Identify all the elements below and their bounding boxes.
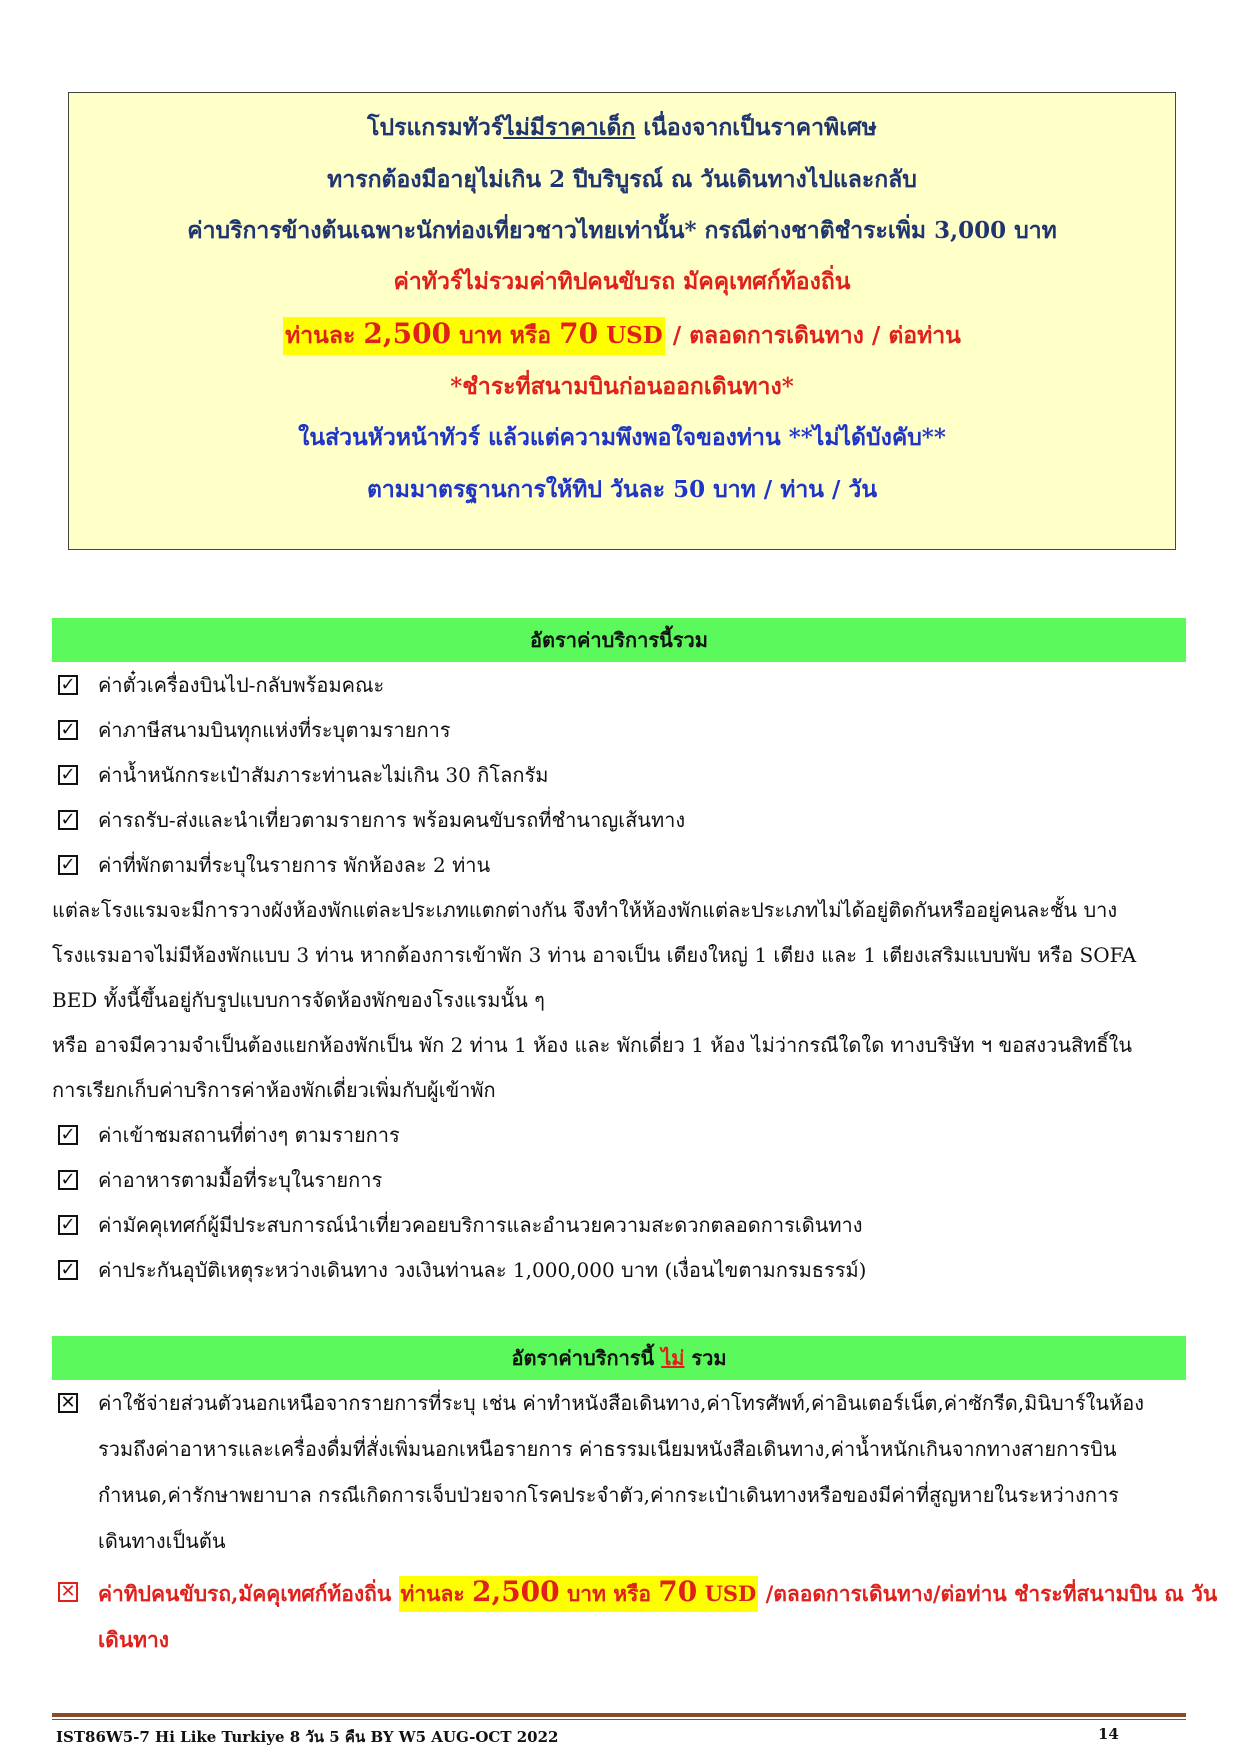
highlighted-price: ท่านละ 2,500 บาท หรือ 70 USD <box>399 1576 759 1612</box>
notice-text: / ตลอดการเดินทาง / ต่อท่าน <box>664 322 961 349</box>
excluded-header: อัตราค่าบริการนี้ ไม่ รวม <box>52 1336 1186 1380</box>
excluded-tip-line: เดินทาง <box>98 1627 170 1652</box>
notice-tip-price <box>69 317 1175 353</box>
checked-box-icon: ✓ <box>58 675 78 695</box>
checked-box-icon: ✓ <box>58 1170 78 1190</box>
notice-text: เนื่องจากเป็นราคาพิเศษ <box>635 114 877 141</box>
checked-box-icon: ✓ <box>58 1260 78 1280</box>
notice-tour-leader: ในส่วนหัวหน้าทัวร์ แล้วแต่ความพึงพอใจของท่าน **ไม่ได้บังคับ** <box>298 424 946 451</box>
checked-box-icon: ✓ <box>58 855 78 875</box>
excluded-item-line: กำหนด,ค่ารักษาพยาบาล กรณีเกิดการเจ็บป่วยจากโรคประจำตัว,ค่ากระเป๋าเดินทางหรือของมีค่าที่สูญหายในระหว่างการ <box>98 1483 1119 1507</box>
notice-infant-age: ทารกต้องมีอายุไม่เกิน 2 ปีบริบูรณ์ ณ วันเดินทางไปและกลับ <box>327 166 917 193</box>
checked-box-icon: ✓ <box>58 1215 78 1235</box>
notice-underlined-text: ไม่มีราคาเด็ก <box>503 114 636 141</box>
excluded-item-line: ค่าใช้จ่ายส่วนตัวนอกเหนือจากรายการที่ระบุ เช่น ค่าทำหนังสือเดินทาง,ค่าโทรศัพท์,ค่าอินเตอร์เน็ต,ค่าซักรีด,มินิบาร์ในห้อง <box>98 1391 1145 1415</box>
checked-box-icon: ✓ <box>58 810 78 830</box>
page-number: 14 <box>1098 1725 1119 1743</box>
notice-tip-excluded: ค่าทัวร์ไม่รวมค่าทิปคนขับรถ มัคคุเทศก์ท้องถิ่น <box>393 268 851 295</box>
excluded-tip-line: ค่าทิปคนขับรถ,มัคคุเทศก์ท้องถิ่น ท่านละ 2,500 บาท หรือ 70 USD /ตลอดการเดินทาง/ต่อท่าน ชำระที่สนามบิน ณ วัน <box>98 1577 1186 1609</box>
highlighted-price: ท่านละ 2,500 บาท หรือ 70 USD <box>283 317 665 355</box>
notice-thai-only: ค่าบริการข้างต้นเฉพาะนักท่องเที่ยวชาวไทยเท่านั้น* กรณีต่างชาติชำระเพิ่ม 3,000 บาท <box>187 217 1057 244</box>
notice-tip-standard: ตามมาตรฐานการให้ทิป วันละ 50 บาท / ท่าน / วัน <box>366 476 878 503</box>
notice-no-child-price <box>69 111 1175 145</box>
footer-program-code: IST86W5-7 Hi Like Turkiye 8 วัน 5 คืน BY W5 AUG-OCT 2022 <box>56 1728 559 1746</box>
included-header: อัตราค่าบริการนี้รวม <box>52 618 1186 662</box>
notice-text: โปรแกรมทัวร์ <box>367 114 504 141</box>
excluded-item-line: รวมถึงค่าอาหารและเครื่องดื่มที่สั่งเพิ่มนอกเหนือรายการ ค่าธรรมเนียมหนังสือเดินทาง,ค่าน้ำหนักเกินจากทางสายการบิน <box>98 1437 1117 1461</box>
room-layout-paragraph-line: แต่ละโรงแรมจะมีการวางผังห้องพักแต่ละประเภทแตกต่างกัน จึงทำให้ห้องพักแต่ละประเภทไม่ได้อยู่ติดกันหรืออยู่คนละชั้น บาง <box>52 898 1118 922</box>
notice-pay-airport: *ชำระที่สนามบินก่อนออกเดินทาง* <box>450 373 794 400</box>
x-box-icon: ✕ <box>58 1393 78 1413</box>
footer-divider <box>52 1713 1186 1717</box>
checked-box-icon: ✓ <box>58 1125 78 1145</box>
single-room-paragraph-line: การเรียกเก็บค่าบริการค่าห้องพักเดี่ยวเพิ่มกับผู้เข้าพัก <box>52 1078 496 1102</box>
checked-box-icon: ✓ <box>58 765 78 785</box>
footer-divider <box>52 1719 1186 1720</box>
excluded-not-word: ไม่ <box>661 1346 685 1370</box>
excluded-item-line: เดินทางเป็นต้น <box>98 1529 226 1553</box>
x-box-icon: ✕ <box>58 1582 78 1602</box>
room-layout-paragraph-line: โรงแรมอาจไม่มีห้องพักแบบ 3 ท่าน หากต้องการเข้าพัก 3 ท่าน อาจเป็น เตียงใหญ่ 1 เตียง และ 1 เตียงเสริมแบบพับ หรือ SOFA <box>52 943 1137 967</box>
room-layout-paragraph-line: BED ทั้งนี้ขึ้นอยู่กับรูปแบบการจัดห้องพักของโรงแรมนั้น ๆ <box>52 988 545 1012</box>
single-room-paragraph-line: หรือ อาจมีความจำเป็นต้องแยกห้องพักเป็น พัก 2 ท่าน 1 ห้อง และ พักเดี่ยว 1 ห้อง ไม่ว่ากรณีใดใด ทางบริษัท ฯ ขอสงวนสิทธิ์ใน <box>52 1033 1133 1057</box>
checked-box-icon: ✓ <box>58 720 78 740</box>
notice-box <box>68 92 1176 550</box>
